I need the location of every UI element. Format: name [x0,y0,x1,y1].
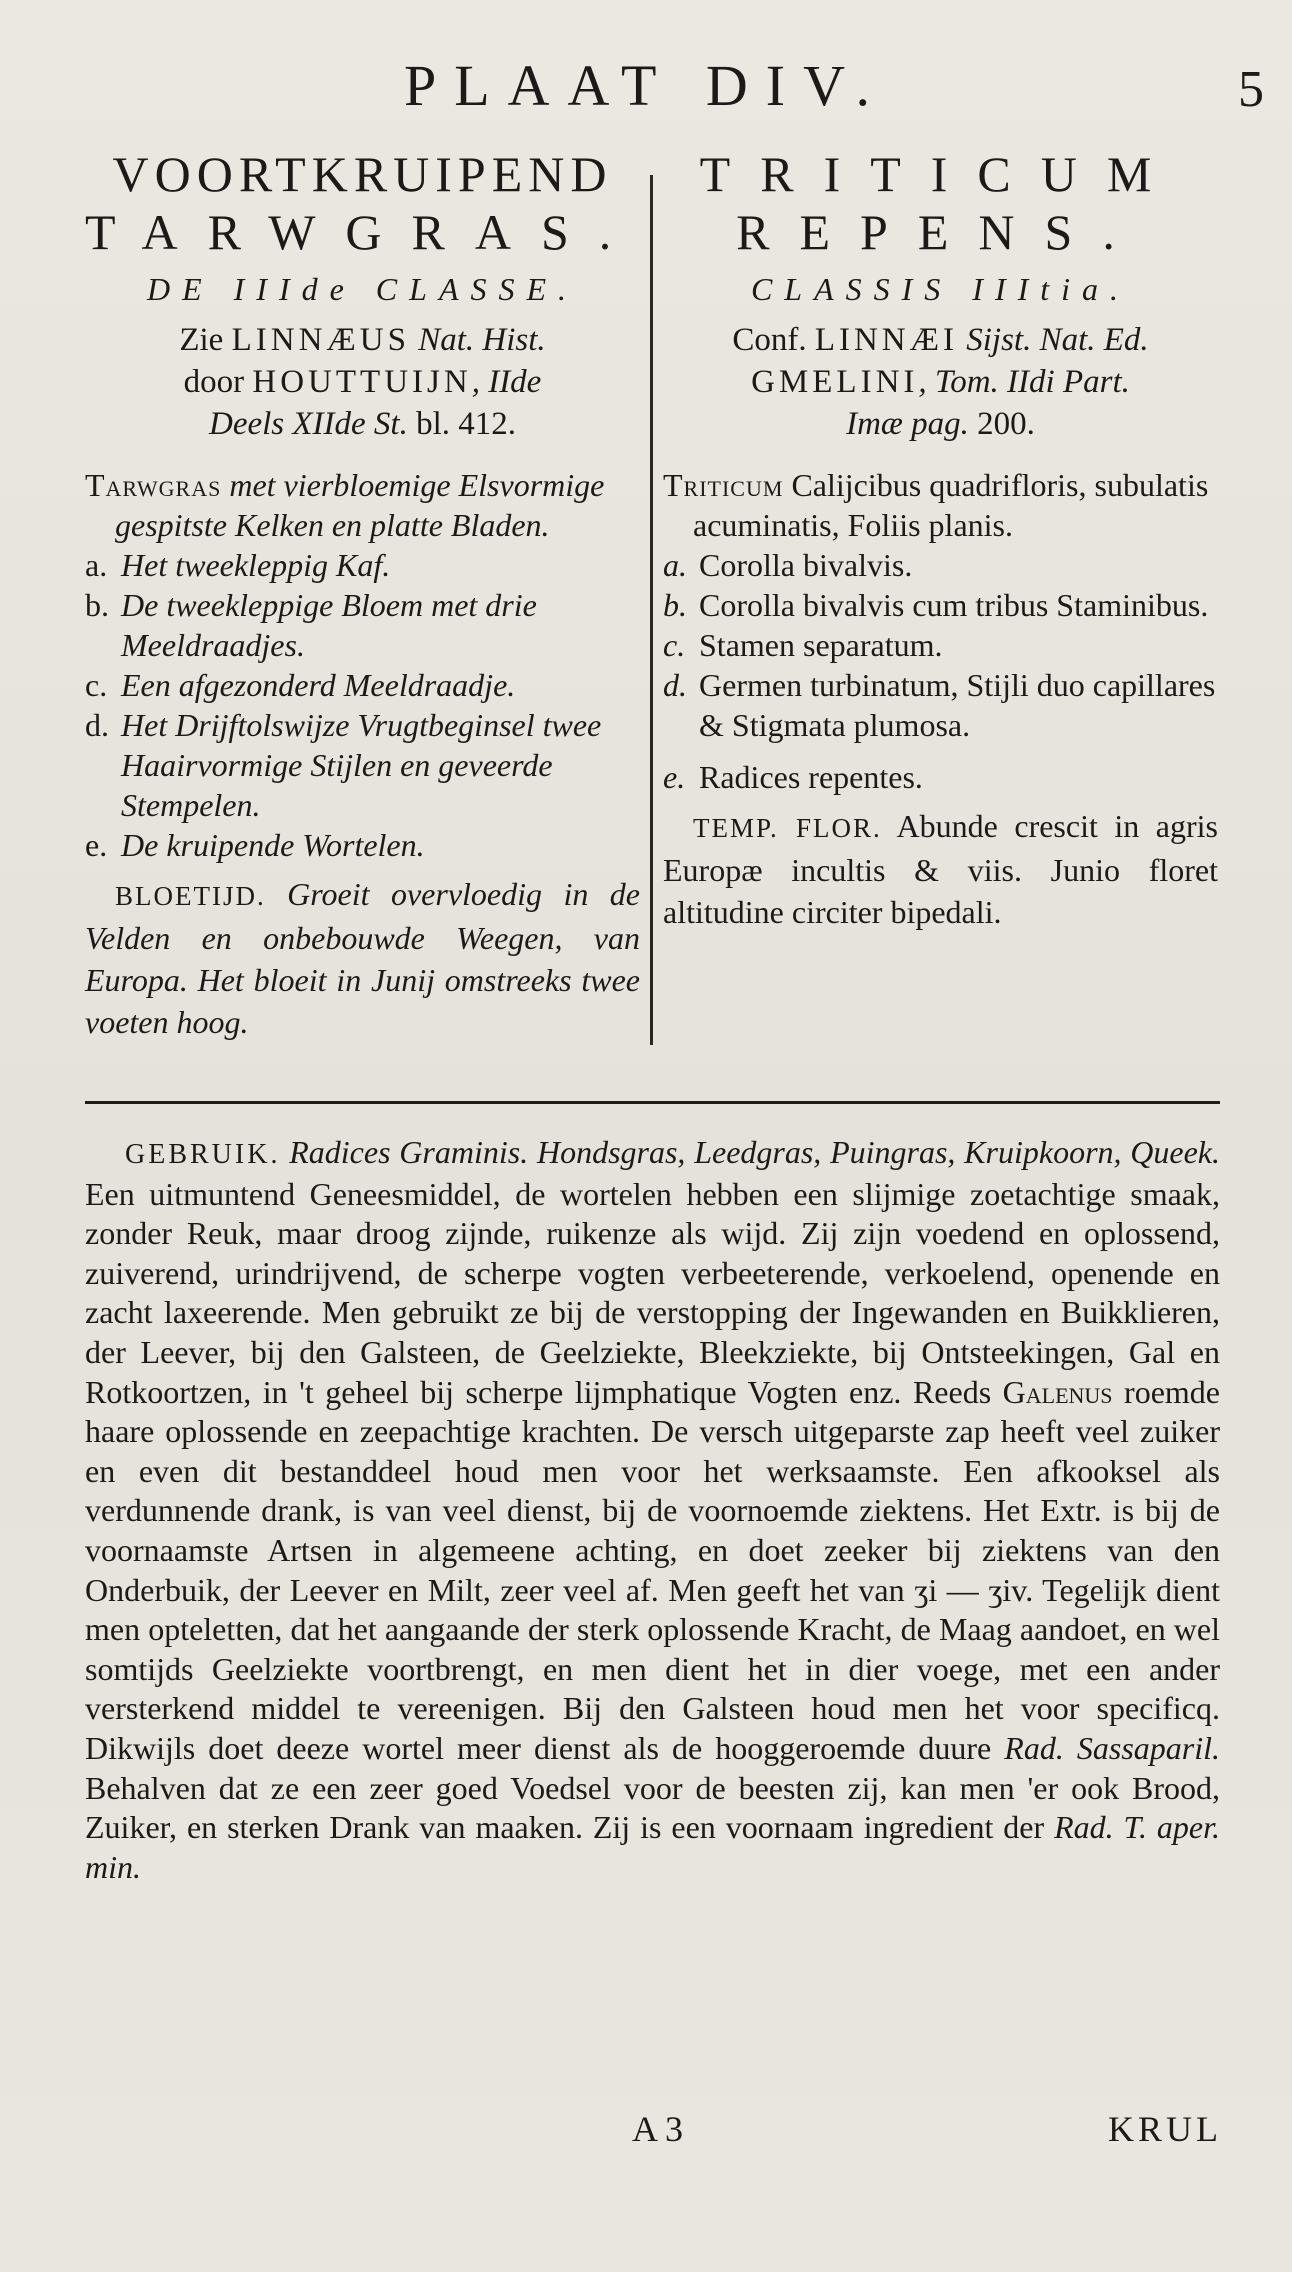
latin-item-a: a. Corolla bivalvis. [663,547,913,583]
galenus-name: Galenus [1002,1373,1113,1410]
dutch-classe: DE IIIde CLASSE. [146,271,579,307]
two-column-description [85,145,1235,1065]
dutch-item-d: d. Het Drijftolswijze Vrugtbeginsel twee Haairvormige Stijlen en geveerde Stempelen. [85,707,602,823]
dutch-item-c: c. Een afgezonderd Meeldraadje. [85,667,516,703]
dutch-item-e: e. De kruipende Wortelen. [85,827,425,863]
dutch-definition: Tarwgras met vierbloemige Elsvormige gespitste Kelken en platte Bladen. [85,467,605,543]
dutch-column [85,145,640,1043]
column-divider [650,175,653,1045]
latin-item-c: c. Stamen separatum. [663,627,943,663]
page-footer [0,2108,1292,2158]
latin-definition: Triticum Calijcibus quadrifloris, subulatis acuminatis, Foliis planis. [663,467,1209,543]
dutch-reference-line3: Deels XIIde St. bl. 412. [208,406,516,442]
latin-item-b: b. Corolla bivalvis cum tribus Staminibus. [663,587,1209,623]
signature-mark: A 3 [632,2109,684,2149]
latin-item-e: e. Radices repentes. [663,759,923,795]
dutch-title-line1: VOORTKRUIPEND [112,146,613,202]
dutch-reference-line1: Zie LINNÆUS Nat. Hist. [179,322,546,358]
dutch-item-b: b. De tweekleppige Bloem met drie Meeldraadjes. [85,587,537,663]
plant-names: Radices Graminis. Hondsgras, Leedgras, Puingras, Kruipkoorn, Queek. [280,1134,1220,1170]
horizontal-rule [85,1101,1220,1104]
latin-temp-flor: TEMP. FLOR. Abunde crescit in agris Europæ incultis & viis. Junio floret altitudine circiter bipedali. [663,808,1218,930]
dutch-bloetijd: BLOETIJD. Groeit overvloedig in de Velden en onbebouwde Weegen, van Europa. Het bloeit in Junij omstreeks twee voeten hoog. [85,876,640,1040]
catchword: KRUL [1108,2109,1222,2149]
dutch-title-line2: TARWGRAS. [85,204,642,260]
latin-column [663,145,1218,933]
latin-reference-line3: Imæ pag. 200. [846,406,1035,442]
latin-title-line1: TRITICUM [699,146,1182,202]
latin-reference-line2: GMELINI, Tom. IIdi Part. [751,364,1130,400]
usage-paragraph: GEBRUIK. Radices Graminis. Hondsgras, Leedgras, Puingras, Kruipkoorn, Queek. Een uitmuntend Geneesmiddel, de wortelen hebben een slijmige zoetachtige smaak, zonder Reuk, maar droog zijnde, ruikenze als wijd. Zij zijn voedend en oplossend, zuiverend, urindrijvend, de scherpe vogten verbeeterende, verkoelend, openende en zacht laxeerende. Men gebruikt ze bij de verstopping der Ingewanden en Buikklieren, der Leever, bij den Galsteen, de Geelziekte, Bleekziekte, bij Ontsteekingen, Gal en Rotkoortzen, in 't geheel bij scherpe lijmphatique Vogten enz. Reeds Galenus roemde haare oplossende en zeepachtige krachten. De versch uitgeparste zap heeft veel zuiker en even dit bestanddeel houd men voor het werksaamste. Een afkooksel als verdunnende drank, is van veel dienst, bij de voornoemde ziektens. Het Extr. is bij de voornaamste Artsen in algemeene achting, en doet zeeker bij ziektens van den Onderbuik, der Leever en Milt, zeer veel af. Men geeft het van ʒi — ʒiv. Tegelijk dient men opteletten, dat het aangaande der sterk oplossende Kracht, de Maag aandoet, en wel somtijds Geelziekte voortbrengt, en men dient het in dier voege, met een ander versterkend middel te vereenigen. Bij den Galsteen houd men het voor specificq. Dikwijls doet deeze wortel meer dienst als de hooggeroemde duure Rad. Sassaparil. Behalven dat ze een zeer goed Voedsel voor de beesten zij, kan men 'er ook Brood, Zuiker, en sterken Drank van maaken. Zij is een voornaam ingredient der Rad. T. aper. min. [85,1134,1221,1885]
dutch-reference-line2: door HOUTTUIJN, IIde [183,364,542,400]
latin-classis: CLASSIS IIItia. [750,271,1131,307]
gebruik-label: GEBRUIK. [125,1139,281,1170]
latin-reference-line1: Conf. LINNÆI Sijst. Nat. Ed. [732,322,1149,358]
dutch-item-a: a. Het tweekleppig Kaf. [85,547,391,583]
page-header [0,52,1292,122]
latin-item-d: d. Germen turbinatum, Stijli duo capillares & Stigmata plumosa. [663,667,1216,743]
page-number: 5 [1238,61,1264,118]
latin-title-line2: REPENS. [736,204,1145,260]
plate-title: PLAAT DIV. [403,53,889,118]
